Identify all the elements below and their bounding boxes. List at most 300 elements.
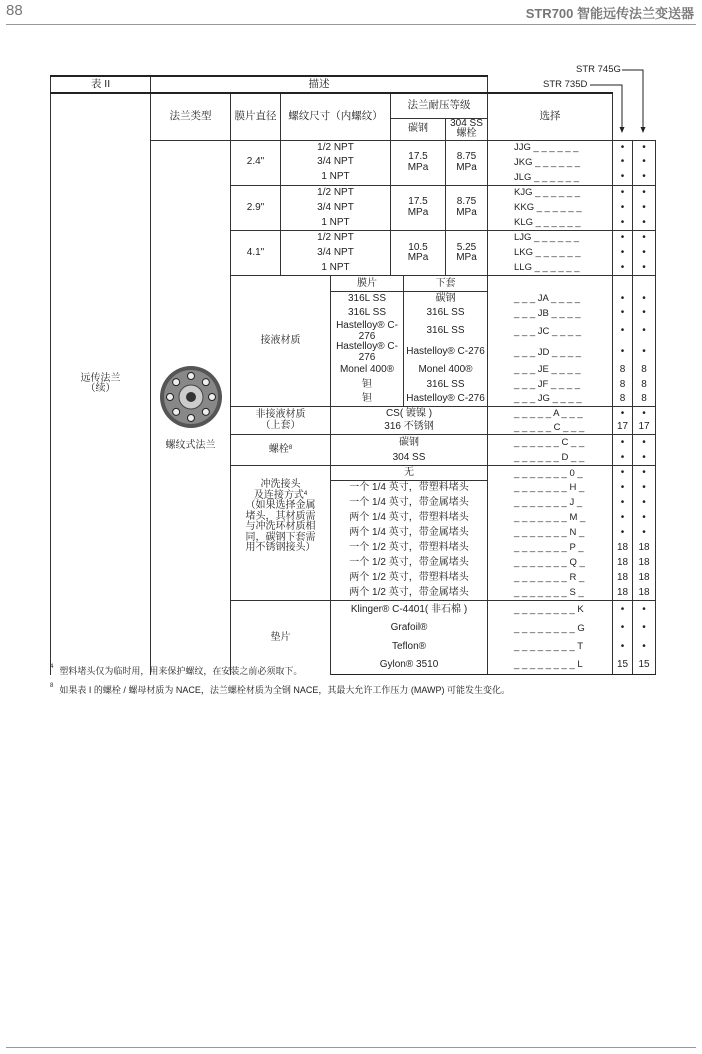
thread-size-header [281,93,391,140]
model-code [488,185,613,200]
availability-745g-text: • [642,141,646,153]
housing-material-text: Hastelloy® C-276 [406,393,485,405]
diaphragm-material-text: 钽 [362,393,372,405]
availability-745g [633,656,656,675]
category-cell [51,93,151,675]
footnote-ref: 4 [303,490,308,497]
model-code [488,638,613,657]
model-code [488,392,613,407]
model-code-text: _ _ _ _ _ _ _ S _ [514,587,584,599]
thread-size-text: 3/4 NPT [317,156,354,168]
footnote-text: 如果表 I 的螺栓 / 螺母材质为 NACE，法兰螺栓材质为全钢 NACE，其最大允许工作压力 (MAWP) 可能发生变化。 [59,685,511,695]
model-code-text: _ _ _ JA _ _ _ _ [514,293,581,305]
cs-rating [391,140,446,185]
availability-735d-text: • [620,156,625,168]
availability-735d [613,378,633,393]
model-code [488,407,613,421]
option-text-text: 碳钢 [399,436,419,448]
model-code-text: _ _ _ JC _ _ _ _ [514,325,582,337]
model-code [488,526,613,541]
availability-735d [613,231,633,246]
availability-745g-text: • [642,346,646,358]
option-text [331,496,488,511]
availability-735d-text: 18 [616,586,629,598]
availability-735d-text: • [620,261,625,273]
model-code [488,656,613,675]
availability-735d-text: • [620,604,625,616]
availability-735d-text: 8 [619,378,626,390]
availability-745g [633,306,656,321]
availability-745g-text: • [642,156,646,168]
availability-735d [613,556,633,571]
housing-material-header [404,276,488,292]
table-row [51,76,656,93]
availability-735d-text: 17 [616,421,629,433]
availability-745g [633,496,656,511]
table-row [51,93,656,118]
footnote-mark: 8 [50,683,54,689]
model-code [488,556,613,571]
availability-745g [633,246,656,261]
availability-735d-text: • [620,451,625,463]
model-code [488,571,613,586]
diaphragm-diameter-header [231,93,281,140]
section-label [231,435,331,466]
availability-735d [613,496,633,511]
option-text [331,421,488,435]
model-code-text: _ _ _ JE _ _ _ _ [514,364,581,376]
availability-735d [613,407,633,421]
option-text [331,435,488,451]
availability-735d-text: • [620,246,625,258]
table-cell [488,276,613,292]
option-text [331,556,488,571]
model-code-text: _ _ _ _ _ _ _ R _ [514,572,585,584]
cs-rating-text: 17.5 MPa [407,196,429,218]
housing-material [404,321,488,342]
model-code [488,231,613,246]
availability-745g [633,215,656,230]
diaphragm-material-header-text: 膜片 [357,277,377,289]
pressure-rating-header-text: 法兰耐压等级 [407,99,471,112]
diaphragm-material-text: Monel 400® [339,364,395,376]
selection-header-text: 选择 [539,110,561,123]
thread-size [281,215,391,230]
model-code-text: _ _ _ _ _ _ _ P _ [514,542,584,554]
thread-size-text: 1/2 NPT [317,232,354,244]
availability-735d [613,586,633,601]
availability-745g [633,466,656,481]
availability-735d [613,638,633,657]
model-code-text: _ _ _ _ _ _ D _ _ [514,451,585,463]
availability-735d-text: 18 [616,542,629,554]
option-text-text: Gylon® 3510 [379,659,439,671]
model-code [488,378,613,393]
description-header [151,76,488,93]
description-header-text: 描述 [308,77,330,90]
model-code-text: KLG _ _ _ _ _ _ [514,216,581,228]
model-code-text: LJG _ _ _ _ _ _ [514,232,579,244]
availability-745g-text: • [642,246,646,258]
option-text [331,638,488,657]
housing-material-text: 316L SS [426,325,465,337]
availability-745g-text: • [642,201,646,213]
availability-745g-text: 8 [641,393,647,405]
availability-745g [633,526,656,541]
availability-745g [633,261,656,276]
availability-735d [613,215,633,230]
availability-745g [633,363,656,378]
model-code [488,435,613,451]
model-code [488,261,613,276]
ss-rating-text: 8.75 MPa [456,196,477,218]
carbon-steel-header [391,118,446,140]
page-number: 88 [6,2,23,19]
thread-size [281,140,391,155]
model-code-text: JLG _ _ _ _ _ _ [514,171,579,183]
model-code-text: _ _ _ _ _ _ _ M _ [514,512,586,524]
thread-size-text: 1 NPT [321,171,350,183]
availability-735d [613,140,633,155]
option-text [331,526,488,541]
ss-rating [446,185,488,230]
option-text [331,619,488,638]
model-code-text: _ _ _ _ _ _ _ J _ [514,497,583,509]
option-text [331,466,488,481]
availability-745g-text: • [642,527,646,539]
model-code-text: _ _ _ JB _ _ _ _ [514,307,581,319]
model-code-text: _ _ _ _ _ A _ _ _ [514,408,583,420]
availability-735d-text: • [620,325,625,337]
availability-745g [633,556,656,571]
diaphragm-diameter [231,231,281,276]
option-text-text: 两个 1/4 英寸，带塑料堵头 [349,512,469,524]
model-code-text: _ _ _ _ _ C _ _ _ [514,421,585,433]
availability-735d-text: • [620,512,625,524]
availability-745g [633,435,656,451]
diaphragm-material-text: Hastelloy® C-276 [336,341,398,363]
model-code [488,481,613,496]
availability-745g-text: 18 [638,586,650,598]
option-text-text: 一个 1/4 英寸，带塑料堵头 [349,482,469,494]
availability-735d [613,656,633,675]
availability-745g-text: 8 [641,378,647,390]
thread-size-text: 1 NPT [321,216,350,228]
option-text-text: Teflon® [391,640,427,652]
availability-735d-text: • [620,346,625,358]
availability-735d-text: • [620,201,625,213]
model-code-text: _ _ _ JF _ _ _ _ [514,378,581,390]
availability-735d [613,170,633,185]
footnote-ref: 8 [288,445,293,452]
option-text-text: 无 [404,467,414,479]
availability-735d [613,246,633,261]
availability-735d-text: 15 [616,659,629,671]
availability-735d [613,435,633,451]
availability-745g [633,407,656,421]
diaphragm-diameter-text: 2.4" [246,156,265,168]
model-code [488,450,613,466]
housing-material [404,306,488,321]
flange-type-header-text: 法兰类型 [169,110,212,123]
availability-735d-text: • [620,640,625,652]
diaphragm-diameter-header-text: 膜片直径 [234,110,277,123]
model-code [488,541,613,556]
model-code-text: _ _ _ JG _ _ _ _ [514,393,582,405]
section-label [231,407,331,435]
availability-745g [633,140,656,155]
footnote-mark: 4 [50,664,54,670]
model-code [488,292,613,307]
section-label-text: 垫片 [270,631,291,643]
availability-735d [613,155,633,170]
threaded-flange-image [158,364,224,430]
diaphragm-diameter-text: 2.9" [246,201,265,213]
diaphragm-material-text: Hastelloy® C-276 [336,320,398,342]
model-code [488,215,613,230]
option-text-text: 两个 1/2 英寸，带金属堵头 [349,586,469,598]
model-code [488,140,613,155]
availability-745g [633,421,656,435]
availability-745g-text: • [642,325,646,337]
diaphragm-diameter-text: 4.1" [246,246,265,258]
availability-745g [633,231,656,246]
availability-745g [633,170,656,185]
option-text-text: 一个 1/4 英寸，带金属堵头 [349,497,469,509]
model-code [488,496,613,511]
model-code-text: _ _ _ _ _ _ _ _ T [514,641,584,653]
availability-745g-text: 17 [638,421,650,433]
flange-type-header [151,93,231,140]
availability-745g-text: 18 [638,557,650,569]
availability-745g-text: • [642,604,646,616]
option-text [331,407,488,421]
availability-735d-text: • [620,186,625,198]
model-code-text: _ _ _ _ _ _ C _ _ [514,436,585,448]
availability-745g-text: • [642,622,646,634]
footer-divider [6,1047,696,1048]
model-code [488,155,613,170]
availability-745g-text: 18 [638,542,650,554]
model-code-text: _ _ _ _ _ _ _ 0 _ [514,467,583,479]
availability-745g [633,342,656,363]
option-text [331,656,488,675]
availability-745g-text: • [642,497,646,509]
model-code-text: _ _ _ _ _ _ _ _ L [514,659,583,671]
model-code [488,246,613,261]
model-code-text: LLG _ _ _ _ _ _ [514,262,580,274]
thread-size-header-text: 螺纹尺寸（内螺纹） [288,110,383,123]
availability-745g-text: • [642,216,646,228]
housing-material [404,292,488,307]
ss-bolt-header-text: 304 SS 螺栓 [450,117,483,139]
diaphragm-material [331,292,404,307]
category-cell-text: 远传法兰 （续） [80,372,121,395]
availability-745g [633,185,656,200]
housing-material-text: Hastelloy® C-276 [406,346,485,358]
availability-745g [633,601,656,620]
housing-material [404,363,488,378]
diaphragm-material-text: 316L SS [348,307,386,319]
model-code-text: LKG _ _ _ _ _ _ [514,247,581,259]
option-text-text: Klinger® C-4401( 非石棉 ) [350,604,468,616]
option-text-text: 两个 1/4 英寸，带金属堵头 [349,527,469,539]
thread-size-text: 3/4 NPT [317,246,354,258]
availability-735d [613,571,633,586]
availability-745g-text: 18 [638,572,650,584]
model-code-text: _ _ _ _ _ _ _ H _ [514,482,585,494]
thread-size [281,261,391,276]
option-text-text: 一个 1/2 英寸，带金属堵头 [349,557,469,569]
model-code [488,363,613,378]
availability-735d-text: 8 [619,393,626,405]
cs-rating-text: 17.5 MPa [407,151,429,173]
model-code [488,601,613,620]
spec-table [50,75,656,675]
availability-745g [633,378,656,393]
availability-735d [613,200,633,215]
option-text-text: 一个 1/2 英寸，带塑料堵头 [349,542,469,554]
housing-material-text: 316L SS [426,307,465,319]
thread-size [281,155,391,170]
ss-rating-text: 5.25 MPa [456,241,477,264]
housing-material-text: Monel 400® [418,364,473,376]
availability-745g [633,321,656,342]
availability-745g-text: 15 [638,659,650,671]
availability-735d [613,619,633,638]
availability-735d [613,342,633,363]
availability-745g-text: • [642,171,646,183]
diaphragm-diameter [231,185,281,230]
table-title-text: 表 II [90,77,111,90]
availability-735d-text: 8 [619,364,626,376]
diaphragm-material-header [331,276,404,292]
model-code [488,306,613,321]
model-code [488,466,613,481]
availability-745g [633,155,656,170]
option-text [331,571,488,586]
availability-735d [613,511,633,526]
availability-745g-text: 8 [641,364,647,376]
option-text-text: 两个 1/2 英寸，带塑料堵头 [349,572,469,584]
model-code-text: KJG _ _ _ _ _ _ [514,187,581,199]
availability-745g [633,200,656,215]
availability-735d [613,421,633,435]
availability-745g [633,638,656,657]
availability-745g-text: • [642,436,646,448]
cs-rating [391,185,446,230]
option-text-text: 304 SS [392,451,426,463]
availability-735d-text: • [620,622,625,634]
model-code-text: _ _ _ _ _ _ _ _ K [514,604,584,616]
carbon-steel-header-text: 碳钢 [408,122,428,134]
option-text [331,481,488,496]
model-code [488,342,613,363]
housing-material-header-text: 下套 [435,277,456,289]
availability-745g-text: • [642,467,646,479]
model-code-text: KKG _ _ _ _ _ _ [514,201,582,213]
availability-745g [633,292,656,307]
thread-size-text: 1/2 NPT [317,186,354,198]
availability-735d-text: • [620,497,625,509]
availability-735d [613,526,633,541]
availability-745g-text: • [642,186,646,198]
thread-size [281,185,391,200]
availability-745g-text: • [642,292,646,304]
availability-735d [613,601,633,620]
section-label-text: 非接液材质 （上套） [255,409,306,431]
availability-735d-text: • [620,292,625,304]
ss-rating-text: 8.75 MPa [456,151,477,173]
availability-745g [633,541,656,556]
section-label [231,466,331,601]
model-745g-header [633,93,656,140]
diaphragm-material [331,392,404,407]
diaphragm-material [331,363,404,378]
availability-745g-text: • [642,640,646,652]
availability-745g-text: • [642,512,646,524]
housing-material [404,392,488,407]
availability-745g [633,392,656,407]
availability-735d [613,481,633,496]
thread-size-text: 1/2 NPT [317,141,354,153]
diaphragm-material [331,306,404,321]
housing-material-text: 316L SS [426,378,465,390]
availability-735d-text: • [620,307,625,319]
cs-rating-text: 10.5 MPa [407,241,429,264]
model-code-text: JKG _ _ _ _ _ _ [514,156,581,168]
model-code [488,321,613,342]
model-code-text: _ _ _ JD _ _ _ _ [514,346,582,358]
option-text [331,541,488,556]
availability-735d-text: • [620,171,625,183]
model-code-text: _ _ _ _ _ _ _ Q _ [514,557,585,569]
availability-735d-text: 18 [616,572,629,584]
model-code [488,586,613,601]
availability-745g-text: • [642,232,646,244]
availability-735d [613,392,633,407]
footnote-4 [50,664,302,677]
availability-735d [613,541,633,556]
table-cell [488,76,656,93]
availability-735d [613,185,633,200]
availability-745g [633,571,656,586]
model-code [488,170,613,185]
thread-size-text: 3/4 NPT [317,201,354,213]
availability-735d [613,466,633,481]
option-text [331,450,488,466]
option-text-text: 316 不锈钢 [384,421,434,433]
model-code [488,421,613,435]
availability-735d-text: • [620,232,625,244]
availability-735d [613,363,633,378]
availability-735d-text: • [620,216,625,228]
flange-type-cell [151,140,231,675]
availability-745g [633,481,656,496]
table-title [51,76,151,93]
availability-735d [613,450,633,466]
page-title: STR700 智能远传法兰变送器 [525,6,694,21]
availability-745g [633,450,656,466]
housing-material [404,378,488,393]
availability-745g [633,586,656,601]
model-code [488,619,613,638]
wetted-material-label-text: 接液材质 [260,335,301,347]
option-text-text: Grafoil® [390,622,428,634]
option-text [331,511,488,526]
model-label-745g: STR 745G [576,64,621,75]
availability-735d-text: • [620,482,625,494]
